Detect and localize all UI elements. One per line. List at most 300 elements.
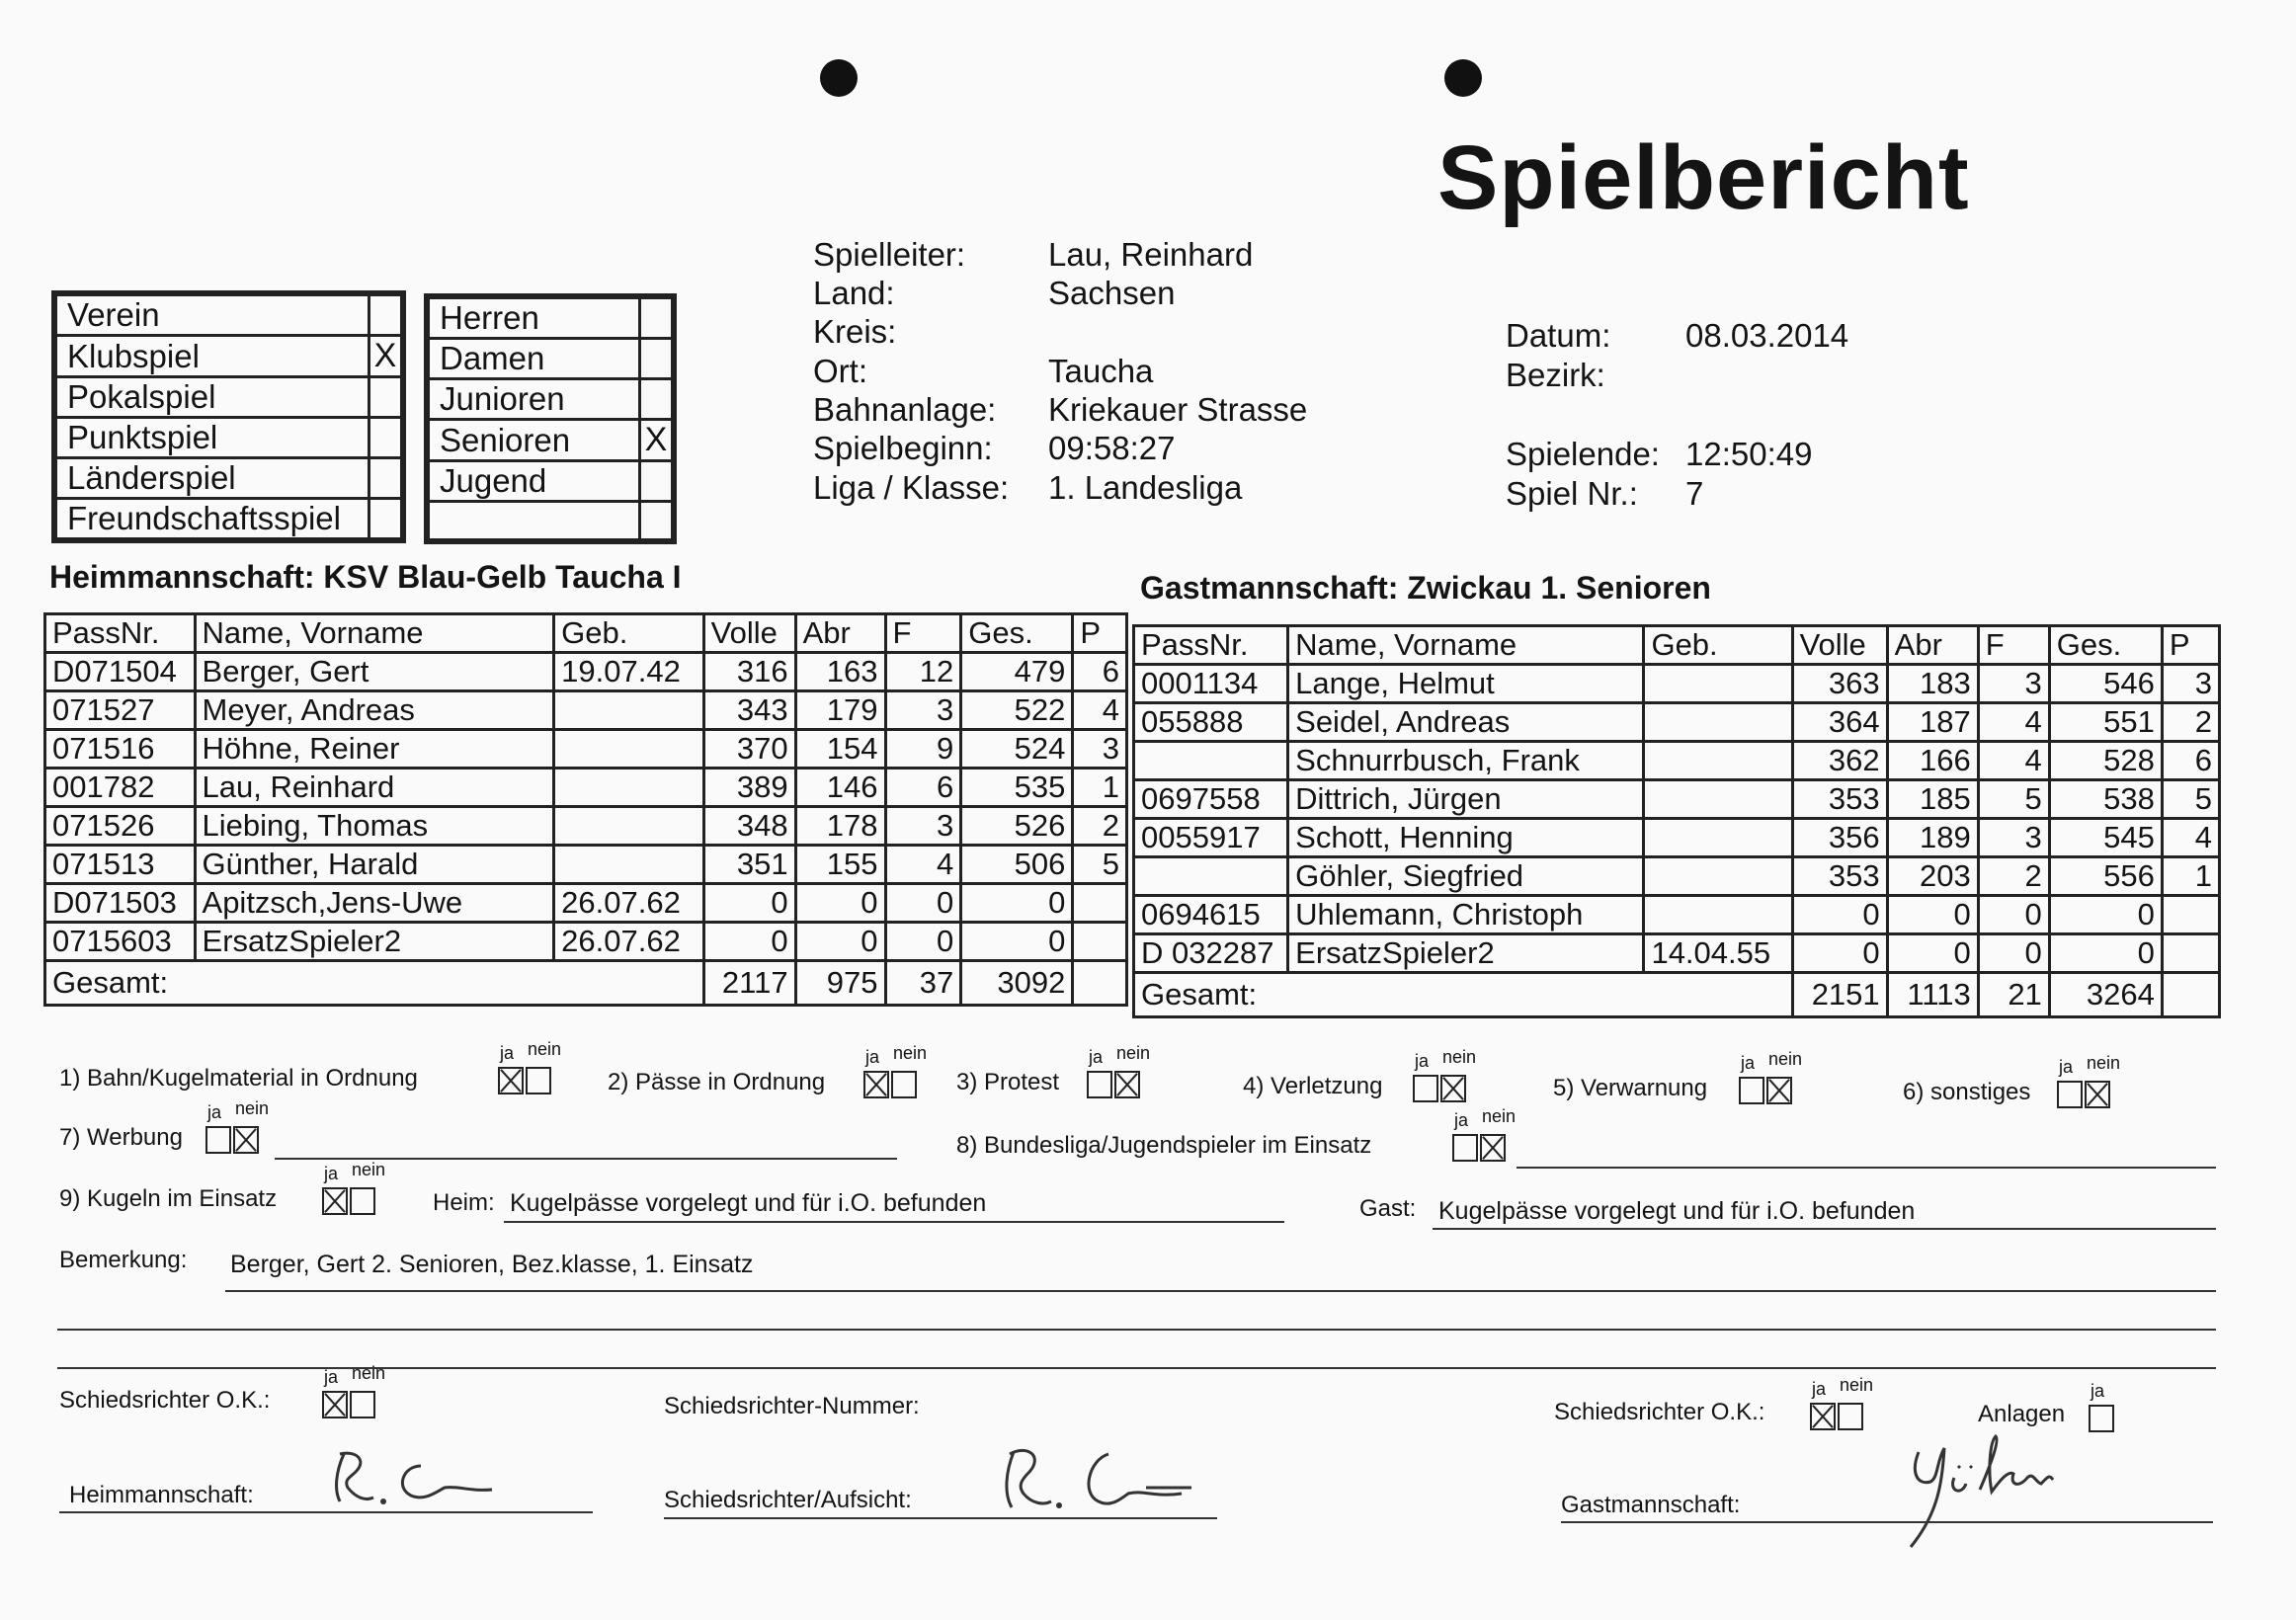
bemerkung-line-2 [57, 1329, 2216, 1331]
column-header: Ges. [961, 614, 1073, 653]
question-q9-label: 9) Kugeln im Einsatz [59, 1185, 278, 1212]
column-header: Geb. [1644, 626, 1792, 665]
table-row [45, 846, 1127, 884]
question-q8-ja-checkbox[interactable] [1452, 1134, 1478, 1162]
aufsicht-sig-label: Schiedsrichter/Aufsicht: [664, 1487, 912, 1513]
question-q9-ja-checkbox[interactable] [322, 1187, 348, 1215]
kreis-label: Kreis: [813, 313, 897, 350]
bemerkung-line-1 [225, 1290, 2216, 1292]
schiedsrichter-ok-right-ja-checkbox[interactable] [1810, 1403, 1836, 1430]
match-type-mark [369, 418, 402, 458]
column-header: Geb. [554, 614, 704, 653]
table-cell: 6 [1073, 653, 1127, 691]
table-row [1134, 703, 2220, 742]
question-q5-ja-label: ja [1741, 1053, 1756, 1073]
table-row [45, 884, 1127, 923]
table-cell: 535 [961, 769, 1073, 807]
heim-signature [326, 1432, 504, 1511]
table-cell [554, 730, 704, 769]
ort-value: Taucha [1048, 353, 1154, 389]
table-cell: 0715603 [45, 923, 196, 961]
table-cell: 0 [2049, 934, 2162, 973]
question-q5-nein-checkbox[interactable] [1766, 1077, 1792, 1104]
total-cell: 2117 [703, 961, 795, 1006]
heim-label: Heim: [433, 1189, 495, 1216]
total-cell: 37 [885, 961, 961, 1006]
liga-label: Liga / Klasse: [813, 469, 1010, 506]
bemerkung-label: Bemerkung: [59, 1247, 188, 1273]
match-type-label: Länderspiel [56, 458, 369, 499]
question-q3-nein-label: nein [1116, 1043, 1151, 1063]
gast-signature [1897, 1422, 2085, 1551]
table-cell: 0 [703, 884, 795, 923]
category-label [429, 502, 640, 540]
table-cell [2162, 934, 2219, 973]
table-cell: Schnurrbusch, Frank [1288, 742, 1644, 780]
question-q5-nein-label: nein [1768, 1049, 1803, 1069]
gast-text: Kugelpässe vorgelegt und für i.O. befunden [1438, 1197, 1916, 1225]
table-cell: ErsatzSpieler2 [1288, 934, 1644, 973]
table-cell: 154 [795, 730, 885, 769]
anlagen-ja-checkbox[interactable] [2089, 1405, 2114, 1432]
werbung-line [275, 1158, 897, 1160]
question-q1-ja-checkbox[interactable] [498, 1067, 524, 1094]
match-details [813, 235, 1366, 522]
category-row [429, 420, 673, 461]
table-cell: 348 [703, 807, 795, 846]
table-header-row [1134, 626, 2220, 665]
table-cell: 2 [1073, 807, 1127, 846]
match-type-label: Klubspiel [56, 336, 369, 377]
table-cell [2162, 896, 2219, 934]
match-type-label: Punktspiel [56, 418, 369, 458]
table-cell: 6 [2162, 742, 2219, 780]
table-cell [1644, 665, 1792, 703]
table-cell: 0 [961, 923, 1073, 961]
table-cell [1644, 703, 1792, 742]
punch-hole [1444, 59, 1482, 97]
bundesliga-line [1517, 1167, 2216, 1169]
table-row [1134, 742, 2220, 780]
table-cell: 3 [1073, 730, 1127, 769]
table-cell: 0001134 [1134, 665, 1288, 703]
table-cell: Berger, Gert [195, 653, 554, 691]
table-cell: 5 [1978, 780, 2049, 819]
question-q8-nein-label: nein [1482, 1106, 1517, 1126]
spielnr-label: Spiel Nr.: [1506, 475, 1638, 512]
table-cell: 6 [885, 769, 961, 807]
question-q3-ja-label: ja [1089, 1047, 1104, 1067]
question-q2-nein-checkbox[interactable] [891, 1071, 917, 1098]
table-cell: 0 [1887, 896, 1978, 934]
table-cell: 5 [2162, 780, 2219, 819]
table-cell: 356 [1792, 819, 1887, 857]
table-cell: 0 [1978, 896, 2049, 934]
question-q7-label: 7) Werbung [59, 1124, 183, 1151]
question-q5-label: 5) Verwarnung [1553, 1075, 1708, 1101]
home-team-header: Heimmannschaft: KSV Blau-Gelb Taucha I [49, 559, 682, 595]
table-cell: 3 [1978, 665, 2049, 703]
category-row [429, 298, 673, 339]
match-type-box [51, 290, 406, 543]
column-header: Abr [1887, 626, 1978, 665]
datum-value: 08.03.2014 [1685, 317, 1849, 354]
table-cell: Günther, Harald [195, 846, 554, 884]
table-cell: 4 [1073, 691, 1127, 730]
table-row [1134, 896, 2220, 934]
match-type-row [56, 499, 402, 539]
table-cell: 0 [1792, 934, 1887, 973]
heim-sig-line [59, 1511, 593, 1513]
gast-label: Gast: [1359, 1195, 1417, 1222]
table-cell: 524 [961, 730, 1073, 769]
question-q2-label: 2) Pässe in Ordnung [608, 1069, 826, 1095]
sr-ok-label-left: Schiedsrichter O.K.: [59, 1387, 271, 1414]
schiedsrichter-ok-left-ja-label: ja [324, 1367, 339, 1387]
table-cell: 166 [1887, 742, 1978, 780]
table-row [45, 653, 1127, 691]
category-mark [640, 298, 673, 339]
category-mark [640, 461, 673, 502]
table-cell: Apitzsch,Jens-Uwe [195, 884, 554, 923]
table-cell: 0 [703, 923, 795, 961]
table-cell: 0 [795, 884, 885, 923]
schiedsrichter-ok-right-ja-label: ja [1812, 1379, 1827, 1399]
spielleiter-value: Lau, Reinhard [1048, 236, 1254, 273]
question-q8-label: 8) Bundesliga/Jugendspieler im Einsatz [956, 1132, 1372, 1159]
match-type-row [56, 295, 402, 336]
table-cell: 3 [885, 807, 961, 846]
table-cell: 9 [885, 730, 961, 769]
table-cell [1134, 857, 1288, 896]
table-cell: 0 [1792, 896, 1887, 934]
table-cell: 546 [2049, 665, 2162, 703]
table-cell: ErsatzSpieler2 [195, 923, 554, 961]
total-label: Gesamt: [45, 961, 704, 1006]
question-q4-nein-label: nein [1442, 1047, 1477, 1067]
table-cell: 26.07.62 [554, 923, 704, 961]
gast-sig-label: Gastmannschaft: [1561, 1492, 1741, 1518]
question-q6-label: 6) sonstiges [1903, 1079, 2031, 1105]
category-row [429, 461, 673, 502]
table-cell: 203 [1887, 857, 1978, 896]
question-q1-nein-label: nein [528, 1039, 562, 1059]
table-row [45, 807, 1127, 846]
column-header: Name, Vorname [195, 614, 554, 653]
question-q3-nein-checkbox[interactable] [1114, 1071, 1140, 1098]
spielende-value: 12:50:49 [1685, 436, 1813, 472]
gast-line [1433, 1228, 2216, 1230]
question-q3-ja-checkbox[interactable] [1087, 1071, 1112, 1098]
land-value: Sachsen [1048, 275, 1176, 311]
column-header: Volle [1792, 626, 1887, 665]
datum-label: Datum: [1506, 317, 1611, 354]
table-cell: D 032287 [1134, 934, 1288, 973]
table-cell: 1 [1073, 769, 1127, 807]
table-cell: 1 [2162, 857, 2219, 896]
table-cell: 0 [961, 884, 1073, 923]
question-q4-label: 4) Verletzung [1243, 1073, 1383, 1099]
match-type-row [56, 377, 402, 418]
question-q6-nein-checkbox[interactable] [2085, 1081, 2110, 1108]
sr-nummer-label: Schiedsrichter-Nummer: [664, 1393, 920, 1419]
table-cell: 538 [2049, 780, 2162, 819]
anlagen-label: Anlagen [1978, 1401, 2066, 1427]
table-cell: 556 [2049, 857, 2162, 896]
gast-sig-line [1561, 1521, 2213, 1523]
table-cell: 4 [1978, 742, 2049, 780]
guest-team-header: Gastmannschaft: Zwickau 1. Senioren [1140, 570, 1711, 606]
table-cell: Uhlemann, Christoph [1288, 896, 1644, 934]
match-type-mark [369, 458, 402, 499]
bemerkung-line-3 [57, 1367, 2216, 1369]
total-cell: 3092 [961, 961, 1073, 1006]
schiedsrichter-ok-right-nein-checkbox[interactable] [1838, 1403, 1863, 1430]
table-cell [1134, 742, 1288, 780]
table-cell: 3 [885, 691, 961, 730]
bemerkung-text: Berger, Gert 2. Senioren, Bez.klasse, 1. Einsatz [230, 1251, 754, 1278]
table-cell: Dittrich, Jürgen [1288, 780, 1644, 819]
table-cell: 526 [961, 807, 1073, 846]
table-row [45, 923, 1127, 961]
category-label: Junioren [429, 379, 640, 420]
table-cell: 14.04.55 [1644, 934, 1792, 973]
bahnanlage-value: Kriekauer Strasse [1048, 391, 1308, 428]
table-cell: 353 [1792, 857, 1887, 896]
table-cell: 055888 [1134, 703, 1288, 742]
question-q9-nein-checkbox[interactable] [350, 1187, 375, 1215]
table-cell: 3 [2162, 665, 2219, 703]
heim-line [504, 1221, 1284, 1223]
heim-sig-label: Heimmannschaft: [69, 1482, 254, 1508]
land-label: Land: [813, 275, 895, 311]
question-q2-nein-label: nein [893, 1043, 928, 1063]
table-cell: 12 [885, 653, 961, 691]
total-cell [2162, 973, 2219, 1017]
guest-score-table [1132, 624, 2221, 1018]
column-header: Name, Vorname [1288, 626, 1644, 665]
table-cell: 316 [703, 653, 795, 691]
question-q2-ja-label: ja [865, 1047, 880, 1067]
schiedsrichter-ok-right-nein-label: nein [1840, 1375, 1874, 1395]
category-row [429, 339, 673, 379]
question-q4-ja-checkbox[interactable] [1413, 1075, 1438, 1102]
question-q8-nein-checkbox[interactable] [1480, 1134, 1506, 1162]
total-row [45, 961, 1127, 1006]
table-cell: 071526 [45, 807, 196, 846]
schiedsrichter-ok-left-ja-checkbox[interactable] [322, 1391, 348, 1418]
table-cell: 163 [795, 653, 885, 691]
table-cell: 189 [1887, 819, 1978, 857]
column-header: P [2162, 626, 2219, 665]
question-q1-label: 1) Bahn/Kugelmaterial in Ordnung [59, 1065, 418, 1092]
table-cell: Höhne, Reiner [195, 730, 554, 769]
table-cell: 370 [703, 730, 795, 769]
table-cell: Meyer, Andreas [195, 691, 554, 730]
spielnr-value: 7 [1685, 475, 1704, 512]
category-mark [640, 502, 673, 540]
table-cell [554, 691, 704, 730]
question-q4-nein-checkbox[interactable] [1440, 1075, 1466, 1102]
category-row [429, 502, 673, 540]
spielleiter-label: Spielleiter: [813, 236, 966, 273]
column-header: F [885, 614, 961, 653]
table-cell: 0 [885, 923, 961, 961]
table-cell: 479 [961, 653, 1073, 691]
table-cell: Göhler, Siegfried [1288, 857, 1644, 896]
schiedsrichter-ok-left-nein-label: nein [352, 1363, 386, 1383]
question-q9-ja-label: ja [324, 1164, 339, 1183]
question-q8-ja-label: ja [1454, 1110, 1469, 1130]
table-cell: 0694615 [1134, 896, 1288, 934]
table-cell: 178 [795, 807, 885, 846]
punch-hole [820, 59, 858, 97]
table-cell: 4 [1978, 703, 2049, 742]
table-cell: 185 [1887, 780, 1978, 819]
table-cell: 545 [2049, 819, 2162, 857]
table-cell [1644, 742, 1792, 780]
table-cell: 363 [1792, 665, 1887, 703]
schiedsrichter-ok-left-nein-checkbox[interactable] [350, 1391, 375, 1418]
table-cell: 183 [1887, 665, 1978, 703]
heim-text: Kugelpässe vorgelegt und für i.O. befunden [510, 1189, 987, 1217]
spielbeginn-value: 09:58:27 [1048, 430, 1176, 466]
match-details-right [1506, 316, 2000, 524]
table-cell: 0055917 [1134, 819, 1288, 857]
match-type-row [56, 336, 402, 377]
column-header: PassNr. [45, 614, 196, 653]
table-row [1134, 819, 2220, 857]
table-cell: Schott, Henning [1288, 819, 1644, 857]
bezirk-label: Bezirk: [1506, 357, 1605, 393]
table-row [1134, 857, 2220, 896]
table-cell: 3 [1978, 819, 2049, 857]
question-q1-ja-label: ja [500, 1043, 515, 1063]
table-cell [1073, 923, 1127, 961]
table-cell: 362 [1792, 742, 1887, 780]
table-cell: Lange, Helmut [1288, 665, 1644, 703]
table-cell [1644, 780, 1792, 819]
table-cell: 26.07.62 [554, 884, 704, 923]
question-q6-ja-label: ja [2059, 1057, 2074, 1077]
table-cell: 389 [703, 769, 795, 807]
total-cell: 1113 [1887, 973, 1978, 1017]
question-q4-ja-label: ja [1415, 1051, 1430, 1071]
question-q9-nein-label: nein [352, 1160, 386, 1179]
table-cell: 0697558 [1134, 780, 1288, 819]
table-cell: 001782 [45, 769, 196, 807]
table-cell: 5 [1073, 846, 1127, 884]
question-q5-ja-checkbox[interactable] [1739, 1077, 1764, 1104]
table-cell: Seidel, Andreas [1288, 703, 1644, 742]
question-q7-nein-checkbox[interactable] [233, 1126, 259, 1154]
table-cell: 0 [2049, 896, 2162, 934]
total-cell: 975 [795, 961, 885, 1006]
table-cell: 2 [2162, 703, 2219, 742]
aufsicht-sig-line [664, 1517, 1217, 1519]
question-q7-ja-checkbox[interactable] [205, 1126, 231, 1154]
column-header: Ges. [2049, 626, 2162, 665]
liga-value: 1. Landesliga [1048, 469, 1243, 506]
table-row [45, 769, 1127, 807]
total-label: Gesamt: [1134, 973, 1793, 1017]
table-cell [1644, 819, 1792, 857]
table-cell [1644, 857, 1792, 896]
table-cell: Lau, Reinhard [195, 769, 554, 807]
table-cell: 155 [795, 846, 885, 884]
category-mark: X [640, 420, 673, 461]
table-row [1134, 780, 2220, 819]
category-row [429, 379, 673, 420]
table-cell: 522 [961, 691, 1073, 730]
question-q7-nein-label: nein [235, 1098, 270, 1118]
match-type-mark: X [369, 336, 402, 377]
table-cell: 351 [703, 846, 795, 884]
page-title: Spielbericht [1437, 127, 1970, 228]
category-label: Jugend [429, 461, 640, 502]
table-cell: 528 [2049, 742, 2162, 780]
table-cell: 506 [961, 846, 1073, 884]
category-label: Damen [429, 339, 640, 379]
table-cell [554, 807, 704, 846]
aufsicht-signature [998, 1432, 1205, 1516]
spielbeginn-label: Spielbeginn: [813, 430, 993, 466]
match-type-mark [369, 499, 402, 539]
table-cell: 179 [795, 691, 885, 730]
total-cell: 2151 [1792, 973, 1887, 1017]
table-cell: 0 [1978, 934, 2049, 973]
table-cell: 0 [795, 923, 885, 961]
column-header: Abr [795, 614, 885, 653]
column-header: F [1978, 626, 2049, 665]
match-type-label: Freundschaftsspiel [56, 499, 369, 539]
question-q3-label: 3) Protest [956, 1069, 1060, 1095]
table-cell: 146 [795, 769, 885, 807]
category-mark [640, 379, 673, 420]
match-type-row [56, 458, 402, 499]
match-type-label: Verein [56, 295, 369, 336]
table-cell: Liebing, Thomas [195, 807, 554, 846]
question-q2-ja-checkbox[interactable] [863, 1071, 889, 1098]
total-cell: 3264 [2049, 973, 2162, 1017]
column-header: P [1073, 614, 1127, 653]
table-cell: 2 [1978, 857, 2049, 896]
table-cell: 0 [1887, 934, 1978, 973]
question-q1-nein-checkbox[interactable] [526, 1067, 551, 1094]
table-cell: 364 [1792, 703, 1887, 742]
question-q6-nein-label: nein [2087, 1053, 2121, 1073]
table-cell [554, 769, 704, 807]
category-label: Herren [429, 298, 640, 339]
question-q6-ja-checkbox[interactable] [2057, 1081, 2083, 1108]
table-header-row [45, 614, 1127, 653]
table-row [45, 730, 1127, 769]
total-row [1134, 973, 2220, 1017]
table-cell [554, 846, 704, 884]
category-box [424, 293, 677, 544]
total-cell [1073, 961, 1127, 1006]
match-type-mark [369, 377, 402, 418]
table-cell: 071516 [45, 730, 196, 769]
sr-ok-label-right: Schiedsrichter O.K.: [1554, 1399, 1765, 1425]
table-cell: 4 [885, 846, 961, 884]
table-row [1134, 665, 2220, 703]
table-cell: 551 [2049, 703, 2162, 742]
bahnanlage-label: Bahnanlage: [813, 391, 997, 428]
match-type-label: Pokalspiel [56, 377, 369, 418]
home-score-table [43, 612, 1128, 1007]
table-cell: 187 [1887, 703, 1978, 742]
